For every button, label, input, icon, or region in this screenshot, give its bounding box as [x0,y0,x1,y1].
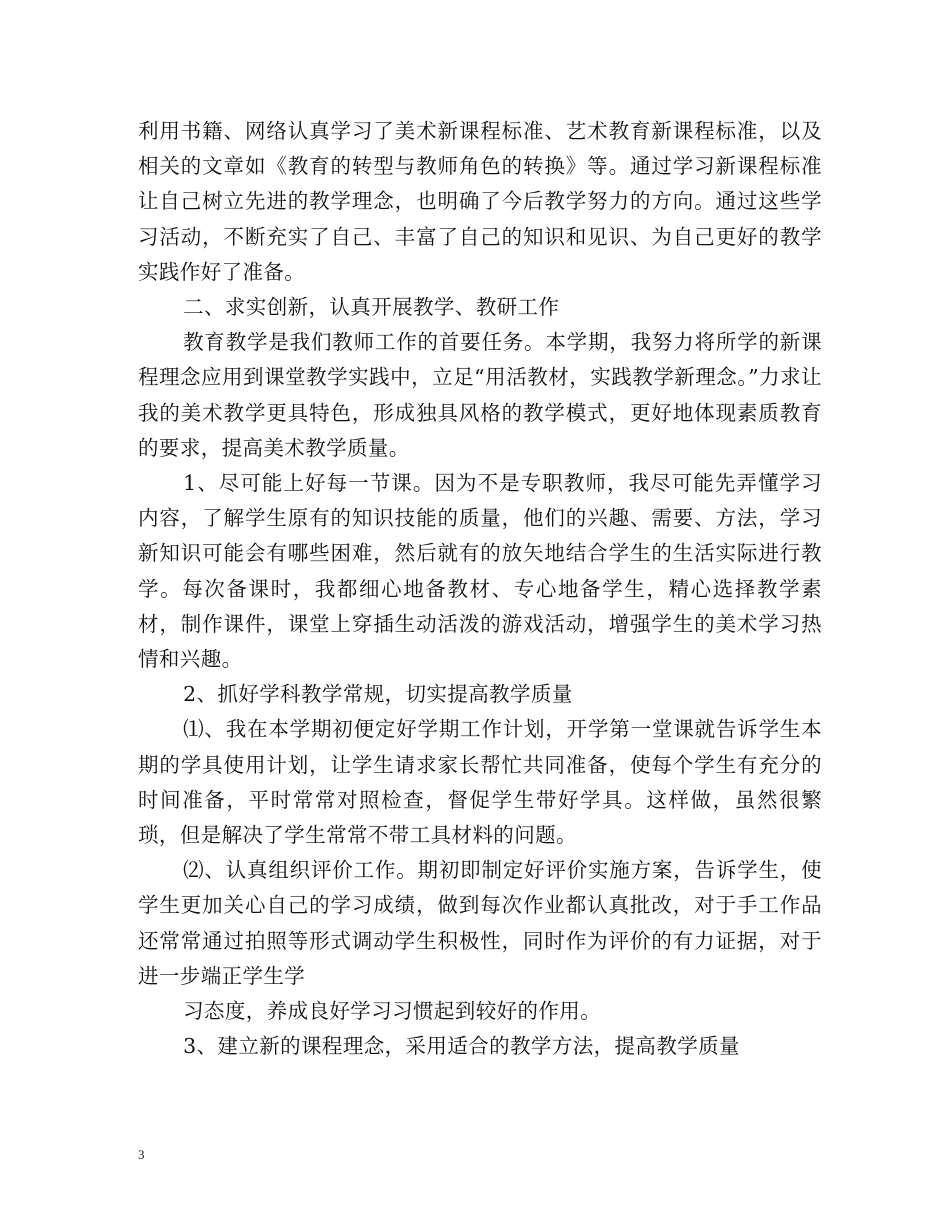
paragraph-3: 教育教学是我们教师工作的首要任务。本学期，我努力将所学的新课程理念应用到课堂教学实践中，立足“用活教材，实践教学新理念。”力求让我的美术教学更具特色，形成独具风格的教学模式，更好地体现素质教育的要求，提高美术教学质量。 [138,330,822,460]
paragraph-8: 习态度，养成良好学习习惯起到较好的作用。 [183,999,602,1024]
document-body [138,114,822,1064]
paragraph-7: ⑵、认真组织评价工作。期初即制定好评价实施方案，告诉学生，使学生更加关心自己的学习成绩，做到每次作业都认真批改，对于手工作品还常常通过拍照等形式调动学生积极性，同时作为评价的有力证据，对于进一步端正学生学 [138,858,822,988]
paragraph-6: ⑴、我在本学期初便定好学期工作计划，开学第一堂课就告诉学生本期的学具使用计划，让学生请求家长帮忙共同准备，使每个学生有充分的时间准备，平时常常对照检查，督促学生带好学具。这样做，虽然很繁琐，但是解决了学生常常不带工具材料的问题。 [138,717,822,848]
paragraph-1: 利用书籍、网络认真学习了美术新课程标准、艺术教育新课程标准，以及相关的文章如《教育的转型与教师角色的转换》等。通过学习新课程标准让自己树立先进的教学理念，也明确了今后教学努力的方向。通过这些学习活动，不断充实了自己、丰富了自己的知识和见识、为自己更好的教学实践作好了准备。 [138,119,822,284]
page-number: 3 [138,1147,145,1162]
paragraph-5-heading: 2、抓好学科教学常规，切实提高教学质量 [183,682,573,707]
paragraph-4: 1、尽可能上好每一节课。因为不是专职教师，我尽可能先弄懂学习内容，了解学生原有的知识技能的质量，他们的兴趣、需要、方法，学习新知识可能会有哪些困难，然后就有的放矢地结合学生的生活实际进行教学。每次备课时，我都细心地备教材、专心地备学生，精心选择教学素材，制作课件，课堂上穿插生动活泼的游戏活动，增强学生的美术学习热情和兴趣。 [138,471,822,672]
paragraph-9-heading: 3、建立新的课程理念，采用适合的教学方法，提高教学质量 [183,1034,740,1059]
paragraph-2-heading: 二、求实创新，认真开展教学、教研工作 [183,295,560,320]
